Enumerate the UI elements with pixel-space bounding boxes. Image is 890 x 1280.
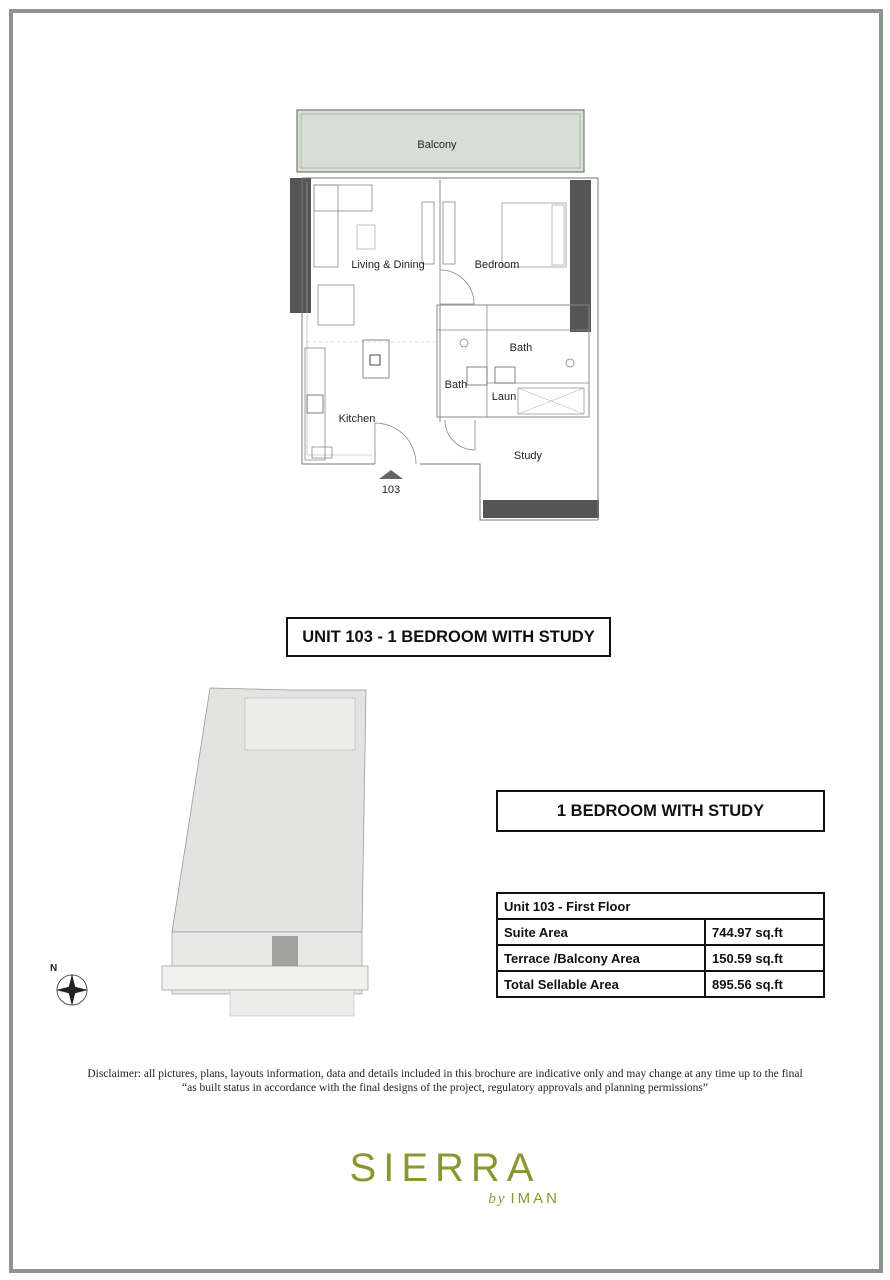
table-row <box>497 945 824 971</box>
disclaimer-line-1: Disclaimer: all pictures, plans, layouts information, data and details included in this brochure are indicative only and may change at any time up to the final <box>87 1068 803 1080</box>
table-header-row <box>497 893 824 919</box>
logo-by: by <box>488 1191 507 1207</box>
disclaimer <box>40 1067 850 1095</box>
label-bath-secondary: Bath <box>444 379 468 391</box>
logo-name: SIERRA <box>349 1146 541 1190</box>
label-living-dining: Living & Dining <box>351 259 425 271</box>
area-table <box>496 892 825 998</box>
entrance-number: 103 <box>381 484 401 496</box>
table-header: Unit 103 - First Floor <box>497 893 824 919</box>
row-value: 744.97 sq.ft <box>705 919 824 945</box>
site-key-plan <box>40 680 380 1040</box>
label-laundry: Laun <box>491 391 517 403</box>
table-row <box>497 971 824 997</box>
compass-icon <box>50 963 88 1006</box>
left-wall <box>290 178 311 313</box>
label-balcony: Balcony <box>417 139 457 151</box>
entrance-arrow <box>379 470 403 479</box>
label-bath-main: Bath <box>509 342 533 354</box>
dining-table <box>318 285 354 325</box>
unit-title: UNIT 103 - 1 BEDROOM WITH STUDY <box>286 617 611 657</box>
unit-highlight <box>272 936 298 966</box>
row-label: Terrace /Balcony Area <box>497 945 705 971</box>
label-study: Study <box>513 450 543 462</box>
bed <box>502 203 566 267</box>
brand-logo <box>330 1148 560 1213</box>
right-wall <box>570 180 591 332</box>
logo-brand: IMAN <box>510 1190 560 1207</box>
unit-floorplan <box>280 100 610 530</box>
compass-north-label: N <box>50 963 58 974</box>
unit-type: 1 BEDROOM WITH STUDY <box>496 790 825 832</box>
table-row <box>497 919 824 945</box>
disclaimer-line-2: “as built status in accordance with the final designs of the project, regulatory approvals and planning permissions” <box>182 1082 708 1094</box>
row-value: 150.59 sq.ft <box>705 945 824 971</box>
row-label: Suite Area <box>497 919 705 945</box>
kitchen-island <box>363 340 389 378</box>
study-wall <box>483 500 599 518</box>
logo-tagline <box>488 1190 560 1208</box>
sofa <box>314 185 338 267</box>
row-label: Total Sellable Area <box>497 971 705 997</box>
label-kitchen: Kitchen <box>338 413 376 425</box>
label-bedroom: Bedroom <box>474 259 520 271</box>
row-value: 895.56 sq.ft <box>705 971 824 997</box>
